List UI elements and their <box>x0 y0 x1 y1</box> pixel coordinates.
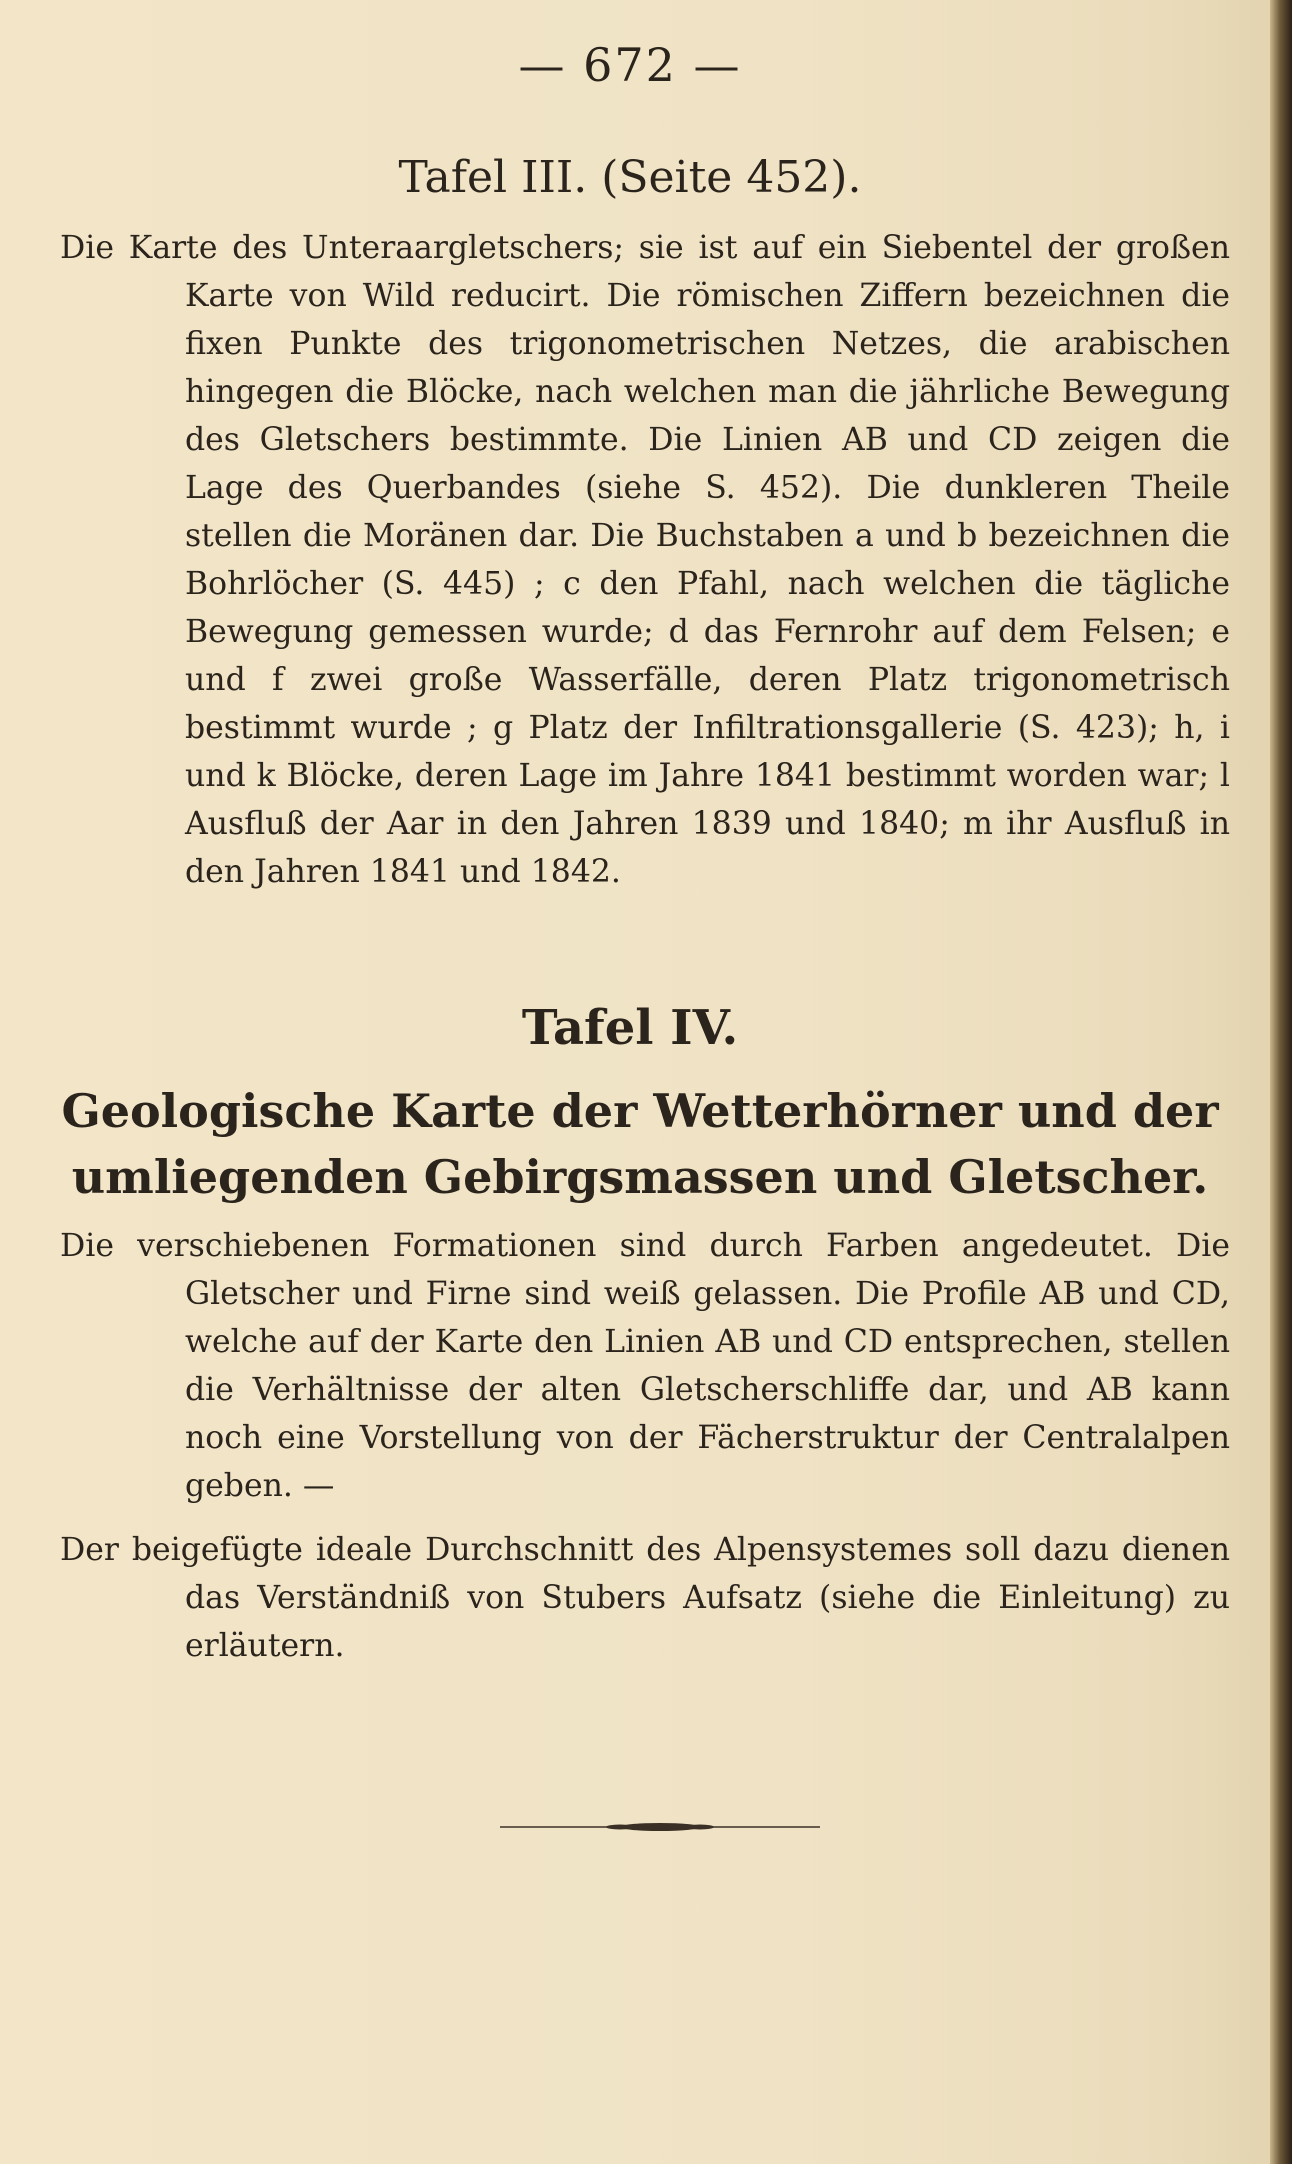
page-number: — 672 — <box>518 38 742 92</box>
section-iv-paragraph-2: Der beigefügte ideale Durchschnitt des Alpensystemes soll dazu dienen das Verständniß von Stubers Aufsatz (siehe die Einleitung) zu erläutern. <box>60 1532 1230 1664</box>
section-iv-paragraph-1: Die verschiebenen Formationen sind durch Farben angedeutet. Die Gletscher und Firne sind weiß gelassen. Die Profile AB und CD, welche auf der Karte den Linien AB und CD entsprechen, stellen die Verhältnisse der alten Gletscherschliffe dar, und AB kann noch eine Vorstellung von der Fächerstruktur der Centralalpen geben. — <box>60 1228 1230 1504</box>
section-iv-title: Geologische Karte der Wetterhörner und der umliegenden Gebirgsmassen und Gletscher. <box>61 1084 1219 1204</box>
end-ornament <box>500 1822 820 1832</box>
section-heading-tafel-iii: Tafel III. (Seite 452). <box>398 152 862 203</box>
book-spine <box>1270 0 1292 2164</box>
section-heading-tafel-iv: Tafel IV. <box>521 1000 739 1056</box>
section-iii-text: Die Karte des Unteraargletschers; sie ist auf ein Siebentel der großen Karte von Wild reducirt. Die römischen Ziffern bezeichnen die fixen Punkte des trigonometrischen Netzes, die arabischen hingegen die Blöcke, nach welchen man die jährliche Bewegung des Gletschers bestimmte. Die Linien AB und CD zeigen die Lage des Querbandes (siehe S. 452). Die dunkleren Theile stellen die Moränen dar. Die Buchstaben a und b bezeichnen die Bohrlöcher (S. 445) ; c den Pfahl, nach welchen die tägliche Bewegung gemessen wurde; d das Fernrohr auf dem Felsen; e und f zwei große Wasserfälle, deren Platz trigonometrisch bestimmt wurde ; g Platz der Infiltrationsgallerie (S. 423); h, i und k Blöcke, deren Lage im Jahre 1841 bestimmt worden war; l Ausfluß der Aar in den Jahren 1839 und 1840; m ihr Ausfluß in den Jahren 1841 und 1842. <box>60 230 1230 890</box>
